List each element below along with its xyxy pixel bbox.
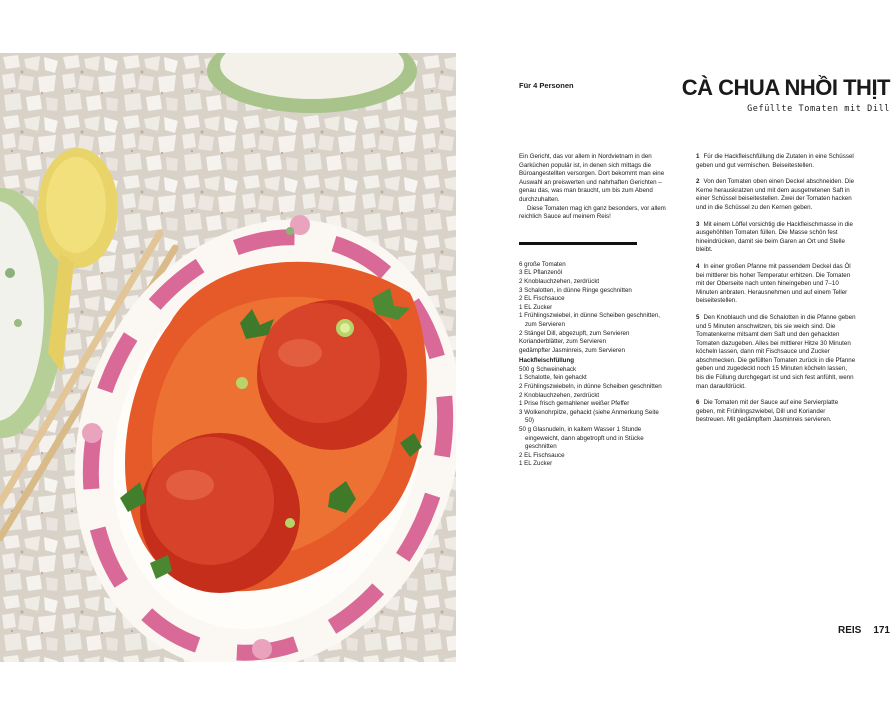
left-column: [519, 153, 669, 469]
recipe-photo: [0, 53, 456, 662]
method-step: [696, 178, 856, 212]
intro-paragraph: Ein Gericht, das vor allem in Nordvietnam in den Garküchen populär ist, in denen sich mittags die Büroangestellten versorgen. Dort bekommt man eine Auswahl an preiswerten und nahrhaften Gerichten – genau das, was man braucht, um bis zum Abend durchzuhalten.: [519, 153, 665, 203]
ingredient-item: 2 Stängel Dill, abgezupft, zum Servieren: [519, 329, 630, 337]
method-step: [696, 221, 856, 255]
ingredient-item: 2 EL Fischsauce: [519, 295, 565, 303]
filling-item: 1 Prise frisch gemahlener weißer Pfeffer: [519, 400, 630, 408]
servings: Für 4 Personen: [519, 81, 574, 90]
filling-heading: Hackfleischfüllung: [519, 357, 575, 365]
step-number: 5: [696, 313, 700, 321]
page-number: 171: [873, 625, 890, 636]
page-footer: [838, 625, 890, 636]
filling-item: 50 g Glasnudeln, in kaltem Wasser 1 Stunde eingeweicht, dann abgetropft und in Stücke geschnitten: [519, 426, 644, 451]
step-text: Von den Tomaten oben einen Deckel abschneiden. Die Kerne herauskratzen und mit dem ausgetretenen Saft in einer Schüssel beiseitestellen. Zwei der Tomaten hacken und in die Schüssel zu den Kernen geben.: [696, 178, 855, 211]
ingredient-item: 3 Schalotten, in dünne Ringe geschnitten: [519, 286, 632, 294]
filling-item: 3 Wolkenohrpilze, gehackt (siehe Anmerkung Seite 50): [519, 408, 659, 425]
step-text: Mit einem Löffel vorsichtig die Hackfleischmasse in die ausgehöhlten Tomaten füllen. Die Masse schön fest hineindrücken, damit sie beim Garen an Ort und Stelle bleibt.: [696, 220, 853, 254]
step-text: Für die Hackfleischfüllung die Zutaten in eine Schüssel geben und gut vermischen. Beiseitestellen.: [696, 153, 854, 169]
step-text: In einer großen Pfanne mit passendem Deckel das Öl bei mittlerer bis hoher Temperatur erhitzen. Die Tomaten mit der Oberseite nach unten hineingeben und 7–10 Minuten anbraten. Herausnehmen und auf einem Teller beiseitestellen.: [696, 262, 851, 305]
recipe-title: CÀ CHUA NHỒI THỊT: [681, 75, 890, 100]
step-text: Den Knoblauch und die Schalotten in die Pfanne geben und 5 Minuten anschwitzen, bis sie weich sind. Die Tomatenkerne mitsamt dem Saft und den gehackten Tomaten dazugeben. Alles bei mittlerer Hitze 30 Minuten köcheln lassen, dann mit Fischsauce und Zucker abschmecken. Die gefüllten Tomaten zurück in die Pfanne geben und zugedeckt noch 15 Minuten köcheln lassen, bis die Füllung durchgegart ist und sich fest anfühlt, wenn man daraufdrückt.: [696, 313, 856, 390]
method-step: [696, 399, 856, 425]
section-name: REIS: [837, 625, 862, 636]
method-step: [696, 153, 856, 170]
recipe-subtitle: Gefüllte Tomaten mit Dill: [747, 104, 890, 114]
filling-item: 2 Frühlingszwiebeln, in dünne Scheiben geschnitten: [519, 383, 662, 391]
ingredient-item: 2 Knoblauchzehen, zerdrückt: [519, 277, 600, 285]
method-step: [696, 263, 856, 306]
filling-item: 500 g Schweinehack: [519, 365, 577, 373]
step-number: 4: [696, 262, 700, 270]
intro-paragraph: Diese Tomaten mag ich ganz besonders, vor allem reichlich Sauce auf meinem Reis!: [519, 204, 666, 221]
ingredient-item: 3 EL Pflanzenöl: [519, 269, 563, 277]
step-number: 3: [696, 220, 700, 228]
filling-item: 2 Knoblauchzehen, zerdrückt: [519, 391, 600, 399]
ingredient-item: 1 EL Zucker: [519, 303, 553, 311]
ingredient-item: Korianderblätter, zum Servieren: [519, 338, 607, 346]
step-number: 1: [696, 153, 700, 160]
recipe-page: [456, 53, 896, 662]
filling-item: 1 Schalotte, fein gehackt: [519, 374, 587, 382]
step-number: 6: [696, 399, 700, 407]
ingredient-list: [519, 261, 669, 356]
divider: [519, 242, 637, 245]
filling-item: 1 EL Zucker: [519, 460, 553, 468]
filling-item: 2 EL Fischsauce: [519, 451, 565, 459]
ingredient-item: 1 Frühlingszwiebel, in dünne Scheiben geschnitten, zum Servieren: [519, 312, 661, 328]
intro-text: [519, 153, 669, 222]
ingredient-item: gedämpfter Jasminreis, zum Servieren: [519, 346, 625, 354]
step-number: 2: [696, 178, 700, 186]
filling-list: [519, 366, 669, 469]
method-step: [696, 314, 856, 391]
ingredient-item: 6 große Tomaten: [519, 260, 566, 268]
method-column: [696, 153, 856, 433]
step-text: Die Tomaten mit der Sauce auf eine Servierplatte geben, mit Frühlingszwiebel, Dill und Koriander bestreuen. Mit gedämpftem Jasminreis servieren.: [696, 399, 839, 424]
